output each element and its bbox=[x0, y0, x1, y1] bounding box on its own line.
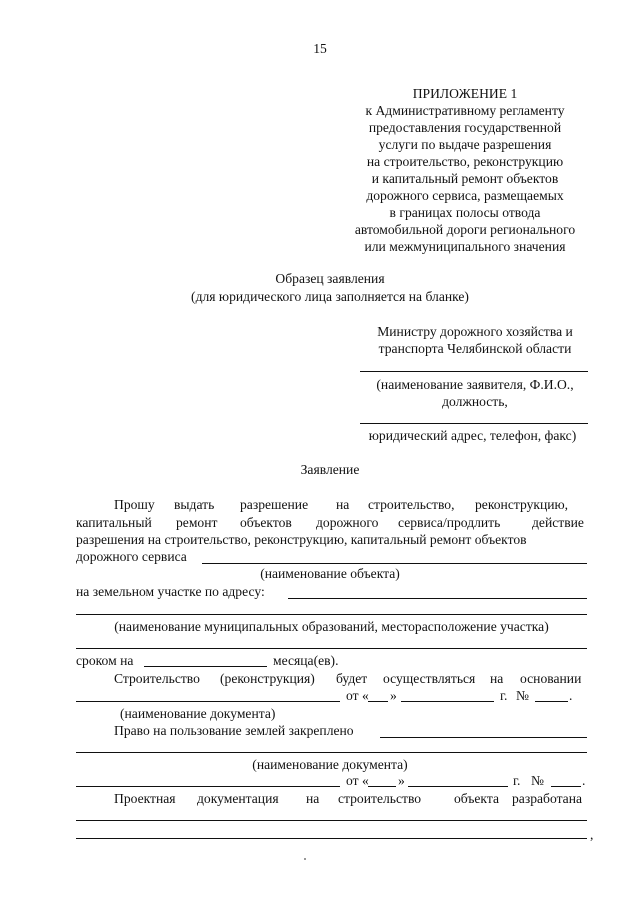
page-number: 15 bbox=[313, 41, 327, 56]
appendix-line: к Административному регламенту bbox=[365, 103, 565, 118]
appendix-line: услуги по выдаче разрешения bbox=[378, 137, 552, 152]
word: строительство bbox=[338, 791, 422, 806]
month-line bbox=[401, 701, 494, 702]
word: разработана bbox=[512, 791, 583, 806]
month-line bbox=[408, 786, 508, 787]
addressee-line-2: транспорта Челябинской области bbox=[378, 341, 572, 356]
word: капитальный bbox=[76, 515, 152, 530]
applicant-hint-2: должность, bbox=[442, 394, 508, 409]
scan-speck bbox=[304, 858, 306, 860]
number-line bbox=[535, 701, 568, 702]
word: ремонт bbox=[176, 515, 218, 530]
from-close: » bbox=[398, 773, 405, 788]
word: на bbox=[490, 671, 504, 686]
appendix-line: или межмуниципального значения bbox=[364, 239, 566, 254]
applicant-hint-3: юридический адрес, телефон, факс) bbox=[368, 428, 577, 443]
appendix-line: дорожного сервиса, размещаемых bbox=[366, 188, 564, 203]
project-developer-line bbox=[76, 820, 587, 821]
year-label: г. bbox=[500, 688, 508, 703]
word: реконструкцию, bbox=[475, 497, 569, 512]
word: объекта bbox=[454, 791, 500, 806]
word: Проектная bbox=[114, 791, 176, 806]
period: . bbox=[569, 688, 573, 703]
term-line bbox=[144, 666, 267, 667]
hint-document-2: (наименование документа) bbox=[252, 757, 408, 772]
word: разрешение bbox=[240, 497, 309, 512]
word: осуществляться bbox=[383, 671, 476, 686]
comma: , bbox=[590, 827, 594, 842]
from-close: » bbox=[390, 688, 397, 703]
period: . bbox=[582, 773, 586, 788]
word: Прошу bbox=[114, 497, 155, 512]
word: на bbox=[306, 791, 320, 806]
appendix-line: и капитальный ремонт объектов bbox=[371, 171, 559, 186]
addressee-line-1: Министру дорожного хозяйства и bbox=[377, 324, 573, 339]
document-name-line-2 bbox=[76, 786, 340, 787]
word: действие bbox=[532, 515, 584, 530]
from-label: от « bbox=[346, 688, 369, 703]
word: выдать bbox=[174, 497, 215, 512]
word: объектов bbox=[240, 515, 292, 530]
land-plot-address-line-2 bbox=[76, 614, 587, 615]
land-right-label: Право на пользование землей закреплено bbox=[114, 723, 354, 738]
number-label: № bbox=[531, 773, 544, 788]
statement-title: Заявление bbox=[300, 462, 360, 477]
paragraph-request-line-4: дорожного сервиса bbox=[76, 549, 187, 564]
hint-municipal: (наименование муниципальных образований, месторасположение участка) bbox=[114, 619, 549, 634]
sample-title: Образец заявления bbox=[275, 271, 385, 286]
document-name-line bbox=[76, 701, 340, 702]
day-line bbox=[368, 701, 388, 702]
land-right-line-2 bbox=[76, 752, 587, 753]
word: Строительство bbox=[114, 671, 200, 686]
land-plot-address-line bbox=[288, 598, 587, 599]
word: на bbox=[336, 497, 350, 512]
applicant-name-line bbox=[360, 371, 588, 372]
land-plot-label: на земельном участке по адресу: bbox=[76, 584, 265, 599]
project-developer-line-2 bbox=[76, 838, 587, 839]
hint-document-1: (наименование документа) bbox=[120, 706, 276, 721]
applicant-hint-1: (наименование заявителя, Ф.И.О., bbox=[376, 377, 574, 392]
appendix-line: на строительство, реконструкцию bbox=[366, 154, 564, 169]
from-label: от « bbox=[346, 773, 369, 788]
appendix-title: ПРИЛОЖЕНИЕ 1 bbox=[412, 86, 518, 101]
appendix-line: автомобильной дороги регионального bbox=[354, 222, 576, 237]
applicant-address-line bbox=[360, 423, 588, 424]
number-line bbox=[551, 786, 581, 787]
word: (реконструкция) bbox=[220, 671, 315, 686]
land-right-line bbox=[380, 737, 587, 738]
day-line bbox=[368, 786, 396, 787]
year-label: г. bbox=[513, 773, 521, 788]
term-prefix: сроком на bbox=[76, 653, 134, 668]
word: сервиса/продлить bbox=[398, 515, 501, 530]
word: дорожного bbox=[316, 515, 379, 530]
number-label: № bbox=[516, 688, 529, 703]
municipal-line bbox=[76, 648, 587, 649]
hint-object: (наименование объекта) bbox=[260, 566, 400, 581]
object-name-line bbox=[202, 563, 587, 564]
word: основании bbox=[520, 671, 582, 686]
word: документация bbox=[197, 791, 279, 806]
term-suffix: месяца(ев). bbox=[273, 653, 339, 668]
word: строительство, bbox=[368, 497, 455, 512]
appendix-line: в границах полосы отвода bbox=[389, 205, 541, 220]
appendix-line: предоставления государственной bbox=[368, 120, 562, 135]
word: будет bbox=[336, 671, 368, 686]
sample-subtitle: (для юридического лица заполняется на бланке) bbox=[191, 289, 469, 304]
paragraph-request-line-3: разрешения на строительство, реконструкцию, капитальный ремонт объектов bbox=[76, 532, 527, 547]
